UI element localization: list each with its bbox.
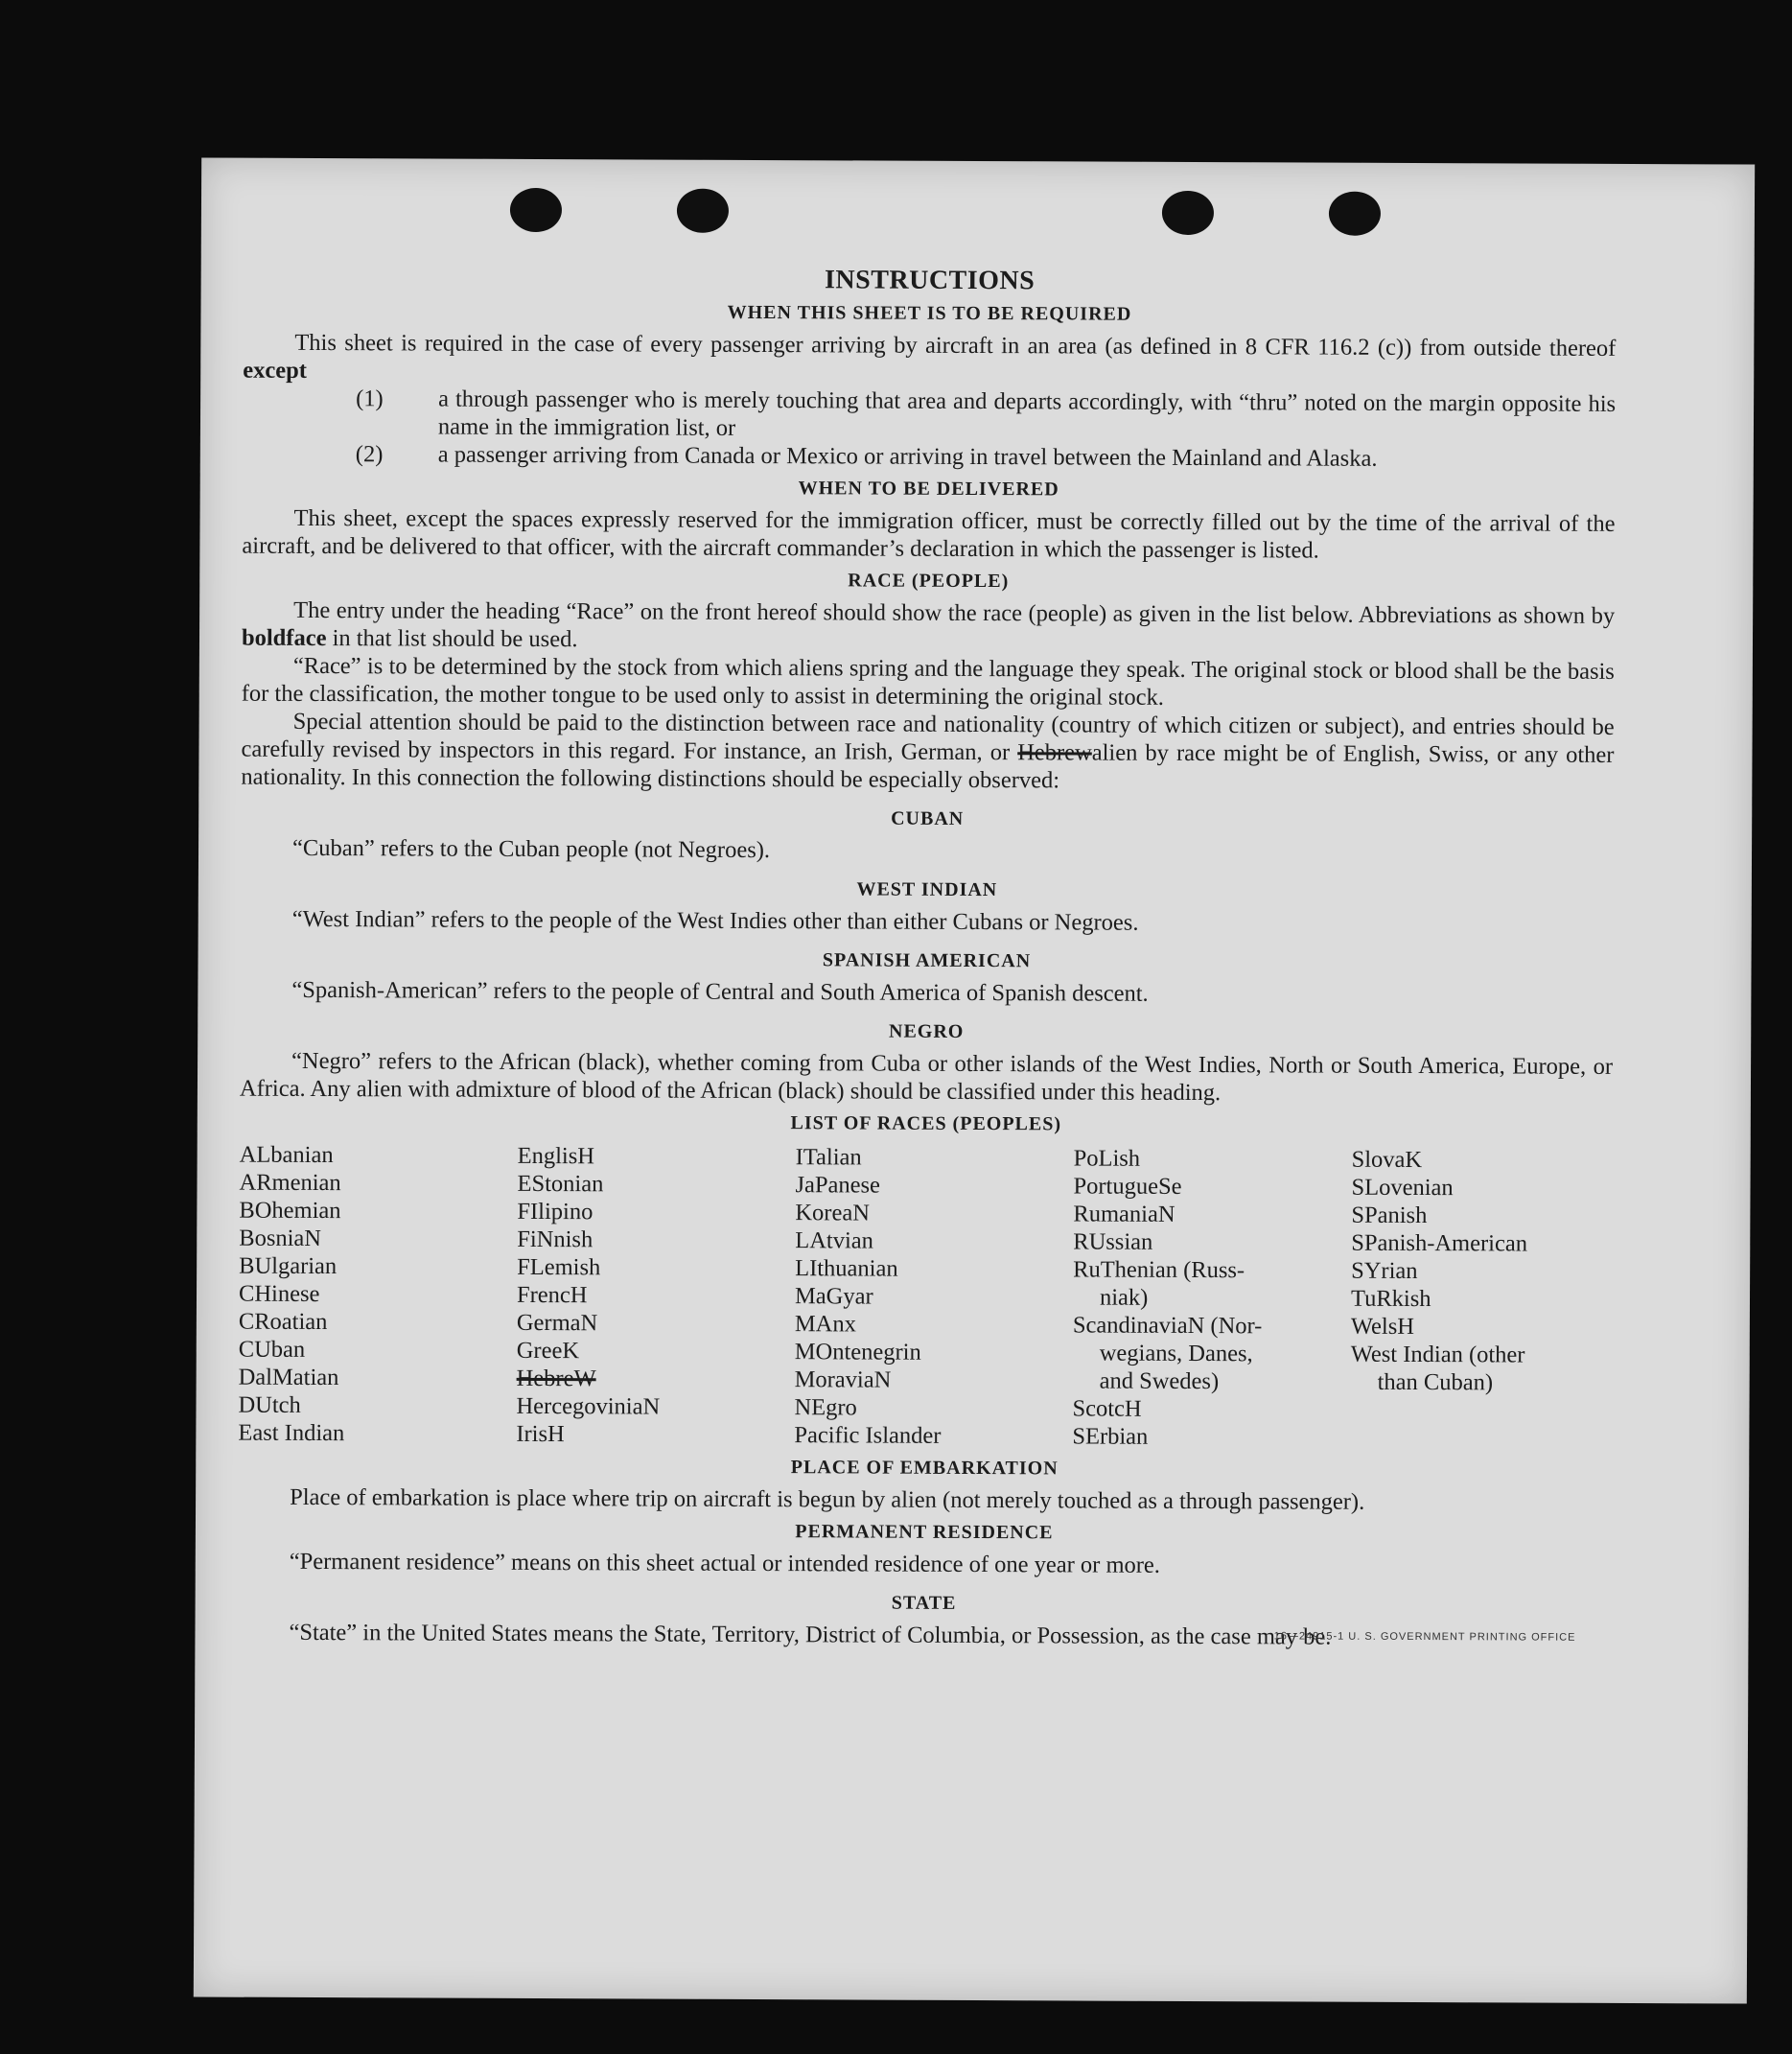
race-entry-struck: HebreW: [516, 1365, 596, 1392]
race-entry: LAtvian: [795, 1227, 873, 1254]
race-p3-a: Special attention should be paid to the distinction between race and nationality (country of which citizen or subject), and entries should be carefully revised by inspectors in this regard. For instance, an Irish, German, or: [241, 708, 1615, 766]
race-entry: PortugueSe: [1073, 1173, 1182, 1200]
race-entry: ITalian: [795, 1144, 862, 1171]
race-entry: HercegoviniaN: [516, 1392, 661, 1420]
race-column-3: [794, 1143, 1073, 1450]
section-heading-embarkation: PLACE OF EMBARKATION: [790, 1457, 1059, 1480]
race-entry: MOntenegrin: [794, 1339, 921, 1365]
race-entry: FIlipino: [517, 1198, 593, 1225]
item-text: a through passenger who is merely touching that area and departs accordingly, with “thru” noted on the margin opposite his name in the immigration list, or: [437, 385, 1617, 441]
section-heading-residence: PERMANENT RESIDENCE: [795, 1521, 1054, 1544]
section-heading-spanish-american: SPANISH AMERICAN: [822, 949, 1032, 972]
race-entry: SYrian: [1351, 1257, 1418, 1285]
race-entry: CHinese: [238, 1280, 320, 1308]
race-entry: DalMatian: [238, 1364, 339, 1391]
required-intro-text: This sheet is required in the case of every passenger arriving by aircraft in an area (as defined in 8 CFR 116.2 (c)) from outside thereof: [294, 329, 1617, 362]
race-entry: MoraviaN: [794, 1366, 892, 1393]
item-number: (2): [355, 441, 384, 468]
punch-hole: [1329, 192, 1381, 236]
race-p1-bold: boldface: [241, 624, 327, 652]
punch-hole: [677, 189, 729, 233]
race-entry: FLemish: [517, 1253, 601, 1281]
page-title: INSTRUCTIONS: [824, 265, 1036, 296]
required-item-1: [243, 385, 1616, 446]
race-list: [238, 1141, 1612, 1453]
race-entry: LIthuanian: [795, 1255, 898, 1282]
state-row: [237, 1619, 1610, 1652]
item-text: a passenger arriving from Canada or Mexico or arriving in travel between the Mainland and Alaska.: [437, 441, 1378, 472]
race-entry: DUtch: [238, 1391, 301, 1418]
negro-text: “Negro” refers to the African (black), whether coming from Cuba or other islands of the West Indies, North or South America, Europe, or Africa. Any alien with admixture of blood of the African (black) should be classified under this heading.: [239, 1047, 1614, 1107]
race-entry: SPanish-American: [1351, 1229, 1528, 1257]
race-entry-continued: niak): [1099, 1284, 1149, 1311]
section-heading-race: RACE (PEOPLE): [848, 570, 1010, 593]
required-intro: [243, 329, 1616, 390]
race-paragraph-3: [241, 708, 1614, 797]
race-entry: BosniaN: [239, 1225, 322, 1252]
race-entry-continued: wegians, Danes,: [1099, 1340, 1253, 1367]
race-entry: BUlgarian: [239, 1252, 337, 1280]
punch-hole: [510, 188, 562, 232]
race-column-2: [516, 1142, 795, 1449]
required-intro-bold: except: [243, 357, 307, 384]
race-p3-b: alien by race might be of English, Swiss, or any other nationality. In this connection the following distinctions should be especially observed:: [241, 739, 1615, 794]
race-entry: TuRkish: [1350, 1285, 1431, 1313]
state-text: “State” in the United States means the State, Territory, District of Columbia, or Possession, as the case may be.: [289, 1619, 1332, 1650]
race-entry: RUssian: [1073, 1228, 1153, 1255]
item-number: (1): [356, 385, 384, 412]
race-column-1: [238, 1141, 517, 1448]
race-paragraph-2: “Race” is to be determined by the stock from which aliens spring and the language they speak. The original stock or blood shall be the basis for the classification, the mother tongue to be used only to assist in determining the original stock.: [241, 652, 1615, 711]
race-p1-b: in that list should be used.: [332, 625, 578, 653]
race-entry: ScotcH: [1072, 1395, 1142, 1422]
race-entry: ARmenian: [239, 1169, 341, 1197]
race-entry-continued: and Swedes): [1099, 1367, 1220, 1395]
race-p1-a: The entry under the heading “Race” on the front hereof should show the race (people) as given in the list below. Abbreviations as shown by: [293, 596, 1616, 629]
section-heading-negro: NEGRO: [889, 1020, 965, 1042]
cuban-text: “Cuban” refers to the Cuban people (not Negroes).: [291, 834, 771, 864]
race-entry: FiNnish: [517, 1225, 593, 1253]
printer-imprint: 16—24915-1 U. S. GOVERNMENT PRINTING OFFICE: [1273, 1630, 1576, 1644]
west-indian-text: “West Indian” refers to the people of the West Indies other than either Cubans or Negroes.: [291, 905, 1139, 936]
race-entry: JaPanese: [795, 1172, 881, 1199]
instruction-sheet: [194, 157, 1755, 2003]
race-entry: GermaN: [516, 1309, 598, 1337]
race-entry: MAnx: [794, 1311, 856, 1338]
race-entry-continued: than Cuban): [1377, 1368, 1494, 1396]
race-entry: GreeK: [516, 1337, 580, 1365]
race-entry: Pacific Islander: [794, 1422, 942, 1449]
race-column-5: [1350, 1146, 1629, 1453]
race-entry: SlovaK: [1351, 1146, 1423, 1174]
section-heading-race-list: LIST OF RACES (PEOPLES): [790, 1112, 1062, 1135]
race-entry: CRoatian: [238, 1308, 328, 1336]
residence-text: “Permanent residence” means on this sheet actual or intended residence of one year or more.: [289, 1548, 1161, 1578]
sheet-content: [237, 264, 1616, 1652]
section-heading-required: WHEN THIS SHEET IS TO BE REQUIRED: [727, 301, 1132, 325]
section-heading-delivered: WHEN TO BE DELIVERED: [798, 478, 1059, 501]
race-entry: RumaniaN: [1073, 1201, 1175, 1227]
race-paragraph-1: [242, 596, 1615, 658]
race-entry: West Indian (other: [1350, 1341, 1525, 1368]
race-entry: SLovenian: [1351, 1174, 1454, 1202]
section-heading-cuban: CUBAN: [891, 807, 965, 829]
race-column-4: [1072, 1144, 1351, 1451]
race-entry: SErbian: [1072, 1423, 1149, 1450]
race-entry: MaGyar: [794, 1283, 873, 1310]
race-entry: FrencH: [516, 1281, 588, 1309]
race-entry: ALbanian: [239, 1141, 334, 1169]
race-entry: PoLish: [1073, 1145, 1141, 1172]
required-item-2: [243, 440, 1616, 474]
embarkation-text: Place of embarkation is place where trip on aircraft is begun by alien (not merely touched as a through passenger).: [290, 1483, 1365, 1515]
race-entry: EStonian: [517, 1170, 604, 1198]
punch-hole: [1162, 191, 1214, 235]
race-entry: NEgro: [794, 1394, 857, 1421]
race-entry: KoreaN: [795, 1200, 871, 1226]
race-entry: IrisH: [516, 1420, 565, 1448]
race-entry: SPanish: [1351, 1202, 1428, 1229]
section-heading-state: STATE: [891, 1592, 957, 1614]
race-entry: WelsH: [1350, 1313, 1415, 1341]
race-entry: EnglisH: [517, 1142, 595, 1170]
struck-word: Hebrew: [1017, 739, 1092, 766]
race-entry: CUban: [238, 1336, 306, 1363]
section-heading-west-indian: WEST INDIAN: [856, 878, 998, 901]
race-entry: East Indian: [238, 1419, 345, 1447]
race-entry: RuThenian (Russ-: [1073, 1256, 1245, 1284]
delivered-text: This sheet, except the spaces expressly reserved for the immigration officer, must be correctly filled out by the time of the arrival of the aircraft, and be delivered to that officer, with the aircraft commander’s declaration in which the passenger is listed.: [242, 504, 1616, 564]
spanish-american-text: “Spanish-American” refers to the people of Central and South America of Spanish descent.: [291, 976, 1149, 1007]
race-entry: BOhemian: [239, 1197, 341, 1225]
race-entry: ScandinaviaN (Nor-: [1072, 1312, 1263, 1340]
